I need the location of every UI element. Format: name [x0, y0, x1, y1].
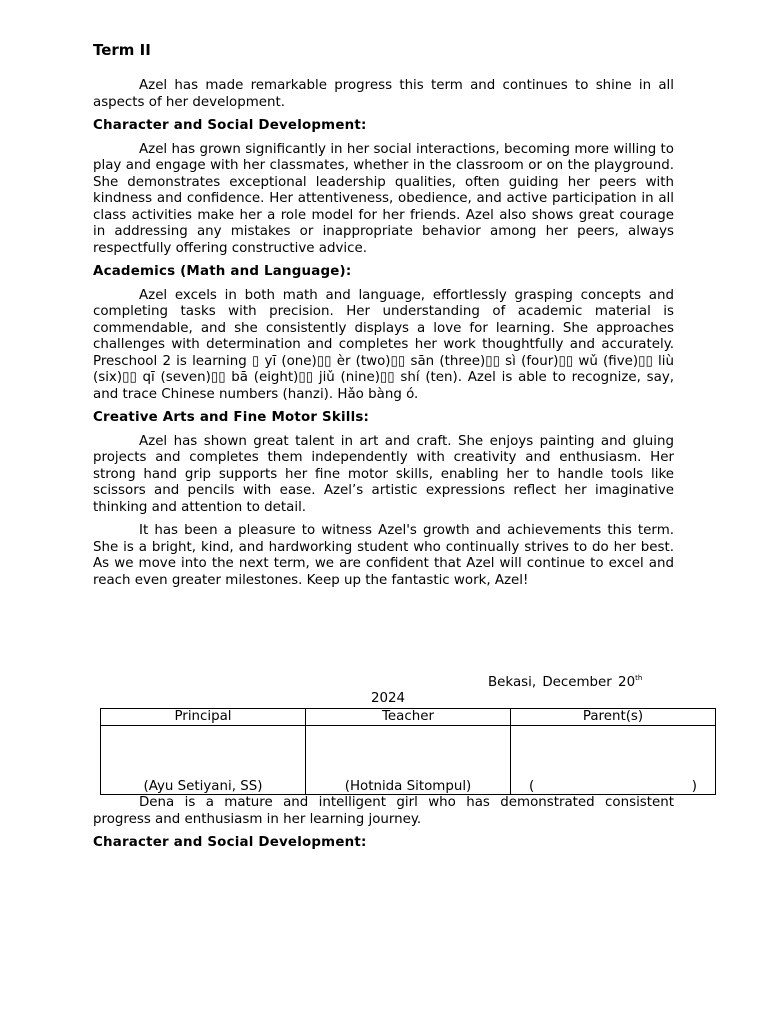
next-section-heading: Character and Social Development:: [93, 835, 367, 850]
teacher-name: (Hotnida Sitompul): [344, 779, 472, 794]
header-principal: Principal: [101, 709, 306, 726]
parent-close-paren: ): [691, 779, 697, 794]
signature-table: [100, 708, 716, 795]
place-date: [488, 675, 642, 692]
closing-paragraph: It has been a pleasure to witness Azel's growth and achievements this term. She is a bright, kind, and hardworking student who continually strives to do her best. As we move into the next term, we are confident that Azel will continue to excel and reach even greater milestones. Keep up the fantastic work, Azel!: [93, 523, 674, 588]
parent-open-paren: (: [529, 779, 535, 794]
report-page: [93, 40, 697, 859]
intro-paragraph: Azel has made remarkable progress this term and continues to shine in all aspects of her development.: [93, 78, 674, 110]
parent-signature-cell: [511, 726, 716, 795]
term-title: Term II: [93, 41, 151, 59]
signature-spacer: [93, 596, 674, 675]
signature-header-row: [101, 709, 716, 726]
place-date-text: Bekasi, December 20: [488, 675, 636, 690]
principal-name: (Ayu Setiyani, SS): [143, 779, 263, 794]
principal-signature-cell: [101, 726, 306, 795]
date-suffix: th: [635, 674, 643, 682]
date-line: [93, 675, 674, 708]
header-parents: Parent(s): [511, 709, 716, 726]
teacher-signature-cell: [306, 726, 511, 795]
signature-row: [101, 726, 716, 795]
section-body-academics: Azel excels in both math and language, effortlessly grasping concepts and completing tasks with precision. Her understanding of academic material is commendable, and she consistently displays a love for learning. She approaches challenges with determination and completes her work thoughtfully and accurately. Preschool 2 is learning ▯ yī (one)▯▯ èr (two)▯▯ sān (three)▯▯ sì (four)▯▯ wǔ (five)▯▯ liù (six)▯▯ qī (seven)▯▯ bā (eight)▯▯ jiǔ (nine)▯▯ shí (ten). Azel is able to recognize, say, and trace Chinese numbers (hanzi). Hǎo bàng ó.: [93, 287, 674, 402]
section-heading-creative-arts: Creative Arts and Fine Motor Skills:: [93, 410, 370, 425]
header-teacher: Teacher: [306, 709, 511, 726]
next-student-intro: Dena is a mature and intelligent girl who has demonstrated consistent progress and enthusiasm in her learning journey.: [93, 795, 674, 827]
section-heading-academics: Academics (Math and Language):: [93, 264, 352, 279]
section-body-creative-arts: Azel has shown great talent in art and craft. She enjoys painting and gluing projects and completes them independently with creativity and enthusiasm. Her strong hand grip supports her fine motor skills, enabling her to handle tools like scissors and pencils with ease. Azel’s artistic expressions reflect her imaginative thinking and attention to detail.: [93, 433, 674, 515]
section-body-character: Azel has grown significantly in her social interactions, becoming more willing to play and engage with her classmates, whether in the classroom or on the playground. She demonstrates exceptional leadership qualities, often guiding her peers with kindness and confidence. Her attentiveness, obedience, and active participation in all class activities make her a role model for her friends. Azel also shows great courage in addressing any mistakes or inappropriate behavior among her peers, always respectfully offering constructive advice.: [93, 141, 674, 256]
section-heading-character: Character and Social Development:: [93, 118, 367, 133]
date-year: 2024: [371, 691, 406, 706]
